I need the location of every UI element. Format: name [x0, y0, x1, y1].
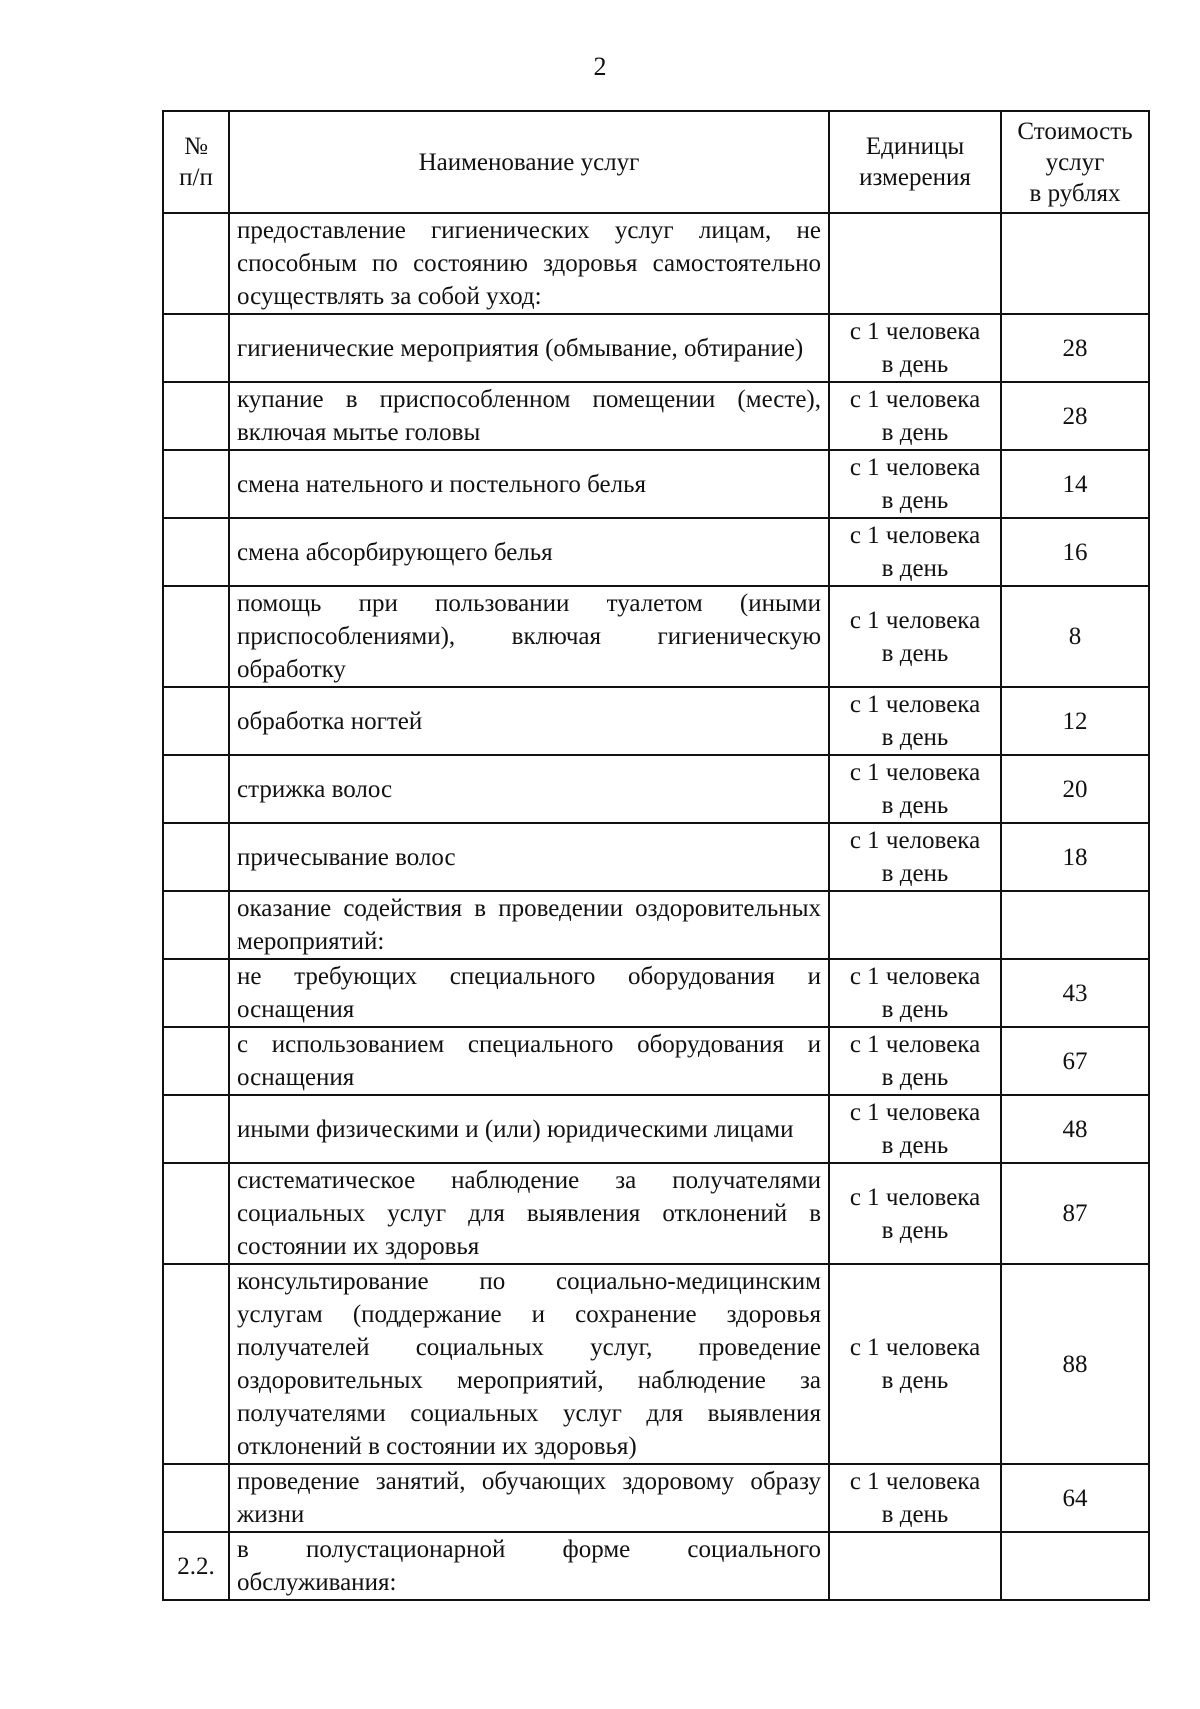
unit-line: в день: [881, 555, 949, 582]
unit-of-measure: [829, 1163, 1001, 1264]
row-number: [163, 450, 229, 518]
row-number: [163, 891, 229, 959]
table-row: [163, 755, 1149, 823]
unit-line: с 1 человека: [849, 606, 981, 634]
table-row: [163, 586, 1149, 687]
service-name: обработка ногтей: [229, 687, 829, 755]
service-cost: 14: [1001, 450, 1149, 518]
unit-line: с 1 человека: [849, 691, 981, 718]
table-row: [163, 314, 1149, 382]
service-name: помощь при пользовании туалетом (иными приспособлениями), включая гигиеническую обработку: [229, 586, 829, 687]
unit-line: с 1 человека: [849, 318, 981, 345]
row-number: [163, 586, 229, 687]
table-row: [163, 1163, 1149, 1264]
service-name: гигиенические мероприятия (обмывание, обтирание): [229, 314, 829, 382]
service-cost: [1001, 891, 1149, 959]
page-number: 2: [593, 52, 607, 81]
unit-line: в день: [881, 1064, 949, 1091]
unit-line: с 1 человека: [849, 1183, 981, 1211]
table-row: [163, 382, 1149, 450]
unit-line: с 1 человека: [849, 1334, 981, 1361]
table-row: [163, 959, 1149, 1027]
service-cost: 20: [1001, 755, 1149, 823]
row-number: [163, 1464, 229, 1532]
service-name: смена нательного и постельного белья: [229, 450, 829, 518]
service-name: в полустационарной форме социального обслуживания:: [229, 1532, 829, 1600]
unit-line: с 1 человека: [849, 386, 981, 413]
unit-of-measure: [829, 823, 1001, 891]
unit-of-measure: [829, 891, 1001, 959]
header-service-name: Наименование услуг: [229, 111, 829, 213]
unit-of-measure: [829, 450, 1001, 518]
unit-line: в день: [881, 351, 949, 378]
table-row: [163, 1095, 1149, 1163]
row-number: [163, 755, 229, 823]
header-unit: Единицы измерения: [829, 111, 1001, 213]
service-name: стрижка волос: [229, 755, 829, 823]
unit-line: с 1 человека: [849, 1099, 981, 1126]
table-row: [163, 1464, 1149, 1532]
service-cost: 12: [1001, 687, 1149, 755]
service-cost: 43: [1001, 959, 1149, 1027]
table-header-row: [163, 111, 1149, 213]
service-cost: 16: [1001, 518, 1149, 586]
row-number: 2.2.: [163, 1532, 229, 1600]
unit-line: в день: [881, 1367, 949, 1394]
service-cost: 87: [1001, 1163, 1149, 1264]
row-number: [163, 1264, 229, 1464]
service-name: консультирование по социально-медицинским услугам (поддержание и сохранение здоровья получателей социальных услуг, проведение оздоровительных мероприятий, наблюдение за получателями социальных услуг для выявления отклонений в состоянии их здоровья): [229, 1264, 829, 1464]
unit-line: с 1 человека: [849, 522, 981, 549]
unit-of-measure: [829, 314, 1001, 382]
row-number: [163, 1027, 229, 1095]
table-row: [163, 450, 1149, 518]
row-number: [163, 213, 229, 314]
service-name: с использованием специального оборудования и оснащения: [229, 1027, 829, 1095]
unit-of-measure: [829, 1464, 1001, 1532]
service-name: смена абсорбирующего белья: [229, 518, 829, 586]
table-row: [163, 1532, 1149, 1600]
unit-line: в день: [881, 860, 949, 887]
table-row: [163, 518, 1149, 586]
unit-line: в день: [881, 724, 949, 751]
unit-line: в день: [881, 419, 949, 446]
header-cost: Стоимость услуг в рублях: [1001, 111, 1149, 213]
services-price-table: [162, 110, 1150, 1601]
service-cost: 18: [1001, 823, 1149, 891]
unit-of-measure: [829, 1532, 1001, 1600]
unit-line: в день: [881, 1501, 949, 1528]
service-name: предоставление гигиенических услуг лицам, не способным по состоянию здоровья самостоятельно осуществлять за собой уход:: [229, 213, 829, 314]
service-cost: 48: [1001, 1095, 1149, 1163]
table-row: [163, 891, 1149, 959]
unit-of-measure: [829, 959, 1001, 1027]
unit-of-measure: [829, 755, 1001, 823]
unit-line: в день: [881, 1216, 949, 1244]
service-cost: 67: [1001, 1027, 1149, 1095]
unit-of-measure: [829, 586, 1001, 687]
service-name: иными физическими и (или) юридическими лицами: [229, 1095, 829, 1163]
service-name: систематическое наблюдение за получателями социальных услуг для выявления отклонений в состоянии их здоровья: [229, 1163, 829, 1264]
service-cost: 8: [1001, 586, 1149, 687]
service-cost: 64: [1001, 1464, 1149, 1532]
unit-line: с 1 человека: [849, 454, 981, 481]
table-row: [163, 687, 1149, 755]
row-number: [163, 959, 229, 1027]
row-number: [163, 382, 229, 450]
unit-line: в день: [881, 487, 949, 514]
table-row: [163, 823, 1149, 891]
unit-line: с 1 человека: [849, 1031, 981, 1058]
unit-line: с 1 человека: [849, 963, 981, 990]
table-row: [163, 1027, 1149, 1095]
service-name: причесывание волос: [229, 823, 829, 891]
service-cost: [1001, 213, 1149, 314]
unit-line: с 1 человека: [849, 827, 981, 854]
service-cost: 28: [1001, 382, 1149, 450]
service-name: не требующих специального оборудования и оснащения: [229, 959, 829, 1027]
unit-line: с 1 человека: [849, 759, 981, 786]
service-name: оказание содействия в проведении оздоровительных мероприятий:: [229, 891, 829, 959]
service-name: купание в приспособленном помещении (месте), включая мытье головы: [229, 382, 829, 450]
row-number: [163, 687, 229, 755]
row-number: [163, 1163, 229, 1264]
unit-line: в день: [881, 639, 949, 667]
service-cost: 28: [1001, 314, 1149, 382]
row-number: [163, 1095, 229, 1163]
unit-line: в день: [881, 792, 949, 819]
row-number: [163, 314, 229, 382]
table-body: [163, 213, 1149, 1600]
row-number: [163, 823, 229, 891]
service-cost: 88: [1001, 1264, 1149, 1464]
unit-of-measure: [829, 518, 1001, 586]
unit-line: в день: [881, 996, 949, 1023]
unit-line: с 1 человека: [849, 1468, 981, 1495]
table-row: [163, 1264, 1149, 1464]
table-row: [163, 213, 1149, 314]
row-number: [163, 518, 229, 586]
service-name: проведение занятий, обучающих здоровому образу жизни: [229, 1464, 829, 1532]
unit-of-measure: [829, 1095, 1001, 1163]
unit-of-measure: [829, 1027, 1001, 1095]
unit-of-measure: [829, 1264, 1001, 1464]
unit-of-measure: [829, 687, 1001, 755]
unit-of-measure: [829, 382, 1001, 450]
unit-line: в день: [881, 1132, 949, 1159]
header-number: № п/п: [163, 111, 229, 213]
service-cost: [1001, 1532, 1149, 1600]
unit-of-measure: [829, 213, 1001, 314]
